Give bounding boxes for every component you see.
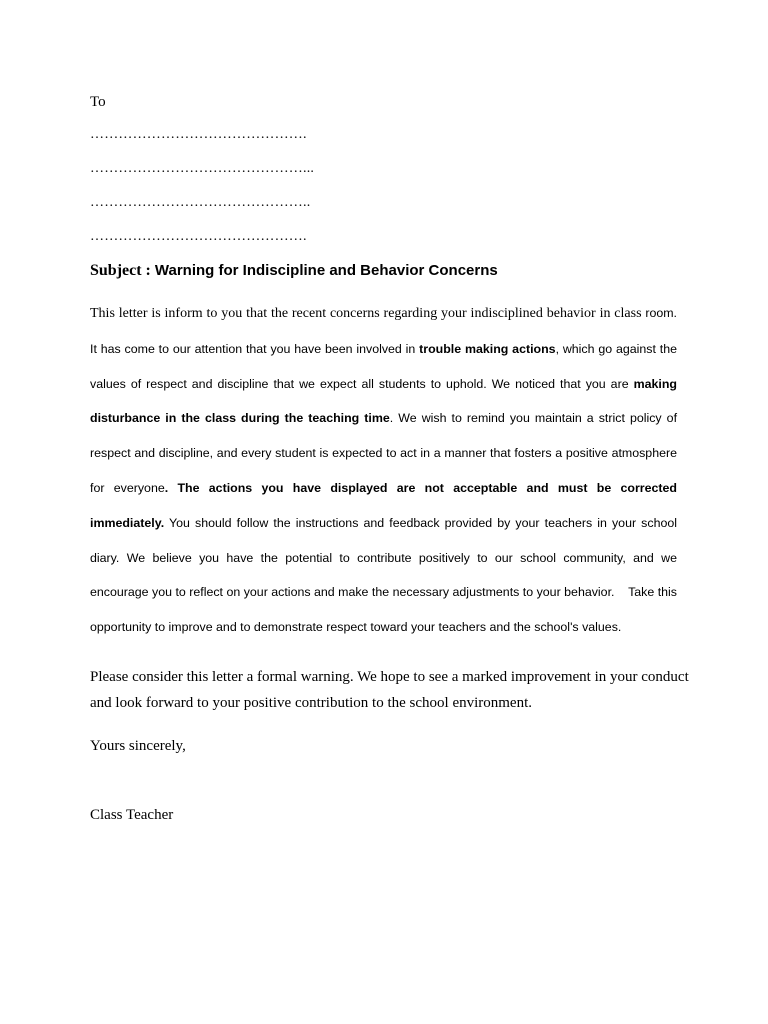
body-segment-4: . We wish to remind you maintain a strict policy of respect and discipline, and every student is expected to act in a manner that fosters a positive atmosphere for everyone [90, 411, 678, 495]
body-segment-1: This letter is inform to you that the recent concerns regarding your indisciplined behavior in class [90, 306, 642, 321]
subject-line [90, 261, 498, 281]
subject-prefix: Subject : [90, 262, 151, 279]
body-segment-5: You should follow the instructions and feedback provided by your teachers in your school diary. We believe you have the potential to contribute positively to our school community, and we encourage you to reflect on your actions and make the necessary adjustments to your behavior. Take this opportunity to improve and to demonstrate respect toward your teachers and the school's values. [90, 515, 677, 635]
body-bold-2: making disturbance in the class during the teaching time [90, 376, 677, 426]
body-paragraph [90, 296, 677, 645]
body-bold-3: . The actions you have displayed are not acceptable and must be corrected immediately. [90, 480, 678, 530]
body-bold-1: trouble making actions [419, 341, 556, 356]
address-line-3: ……………………………………….. [90, 195, 311, 210]
address-line-4: ………………………………………. [90, 229, 307, 244]
subject-text: Warning for Indiscipline and Behavior Concerns [154, 262, 498, 279]
signatory: Class Teacher [90, 807, 174, 823]
sign-off: Yours sincerely, [90, 738, 186, 754]
body-segment-3: , which go against the values of respect and discipline that we expect all students to uphold. We noticed that you are [90, 341, 677, 391]
recipient-to-label: To [90, 94, 106, 110]
body-segment-2: room. It has come to our attention that you have been involved in [90, 306, 677, 356]
address-line-1: ………………………………………. [90, 127, 307, 142]
closing-paragraph: Please consider this letter a formal warning. We hope to see a marked improvement in your conduct and look forward to your positive contribution to the school environment. [90, 669, 689, 711]
address-line-2: ………………………………………... [90, 161, 315, 176]
